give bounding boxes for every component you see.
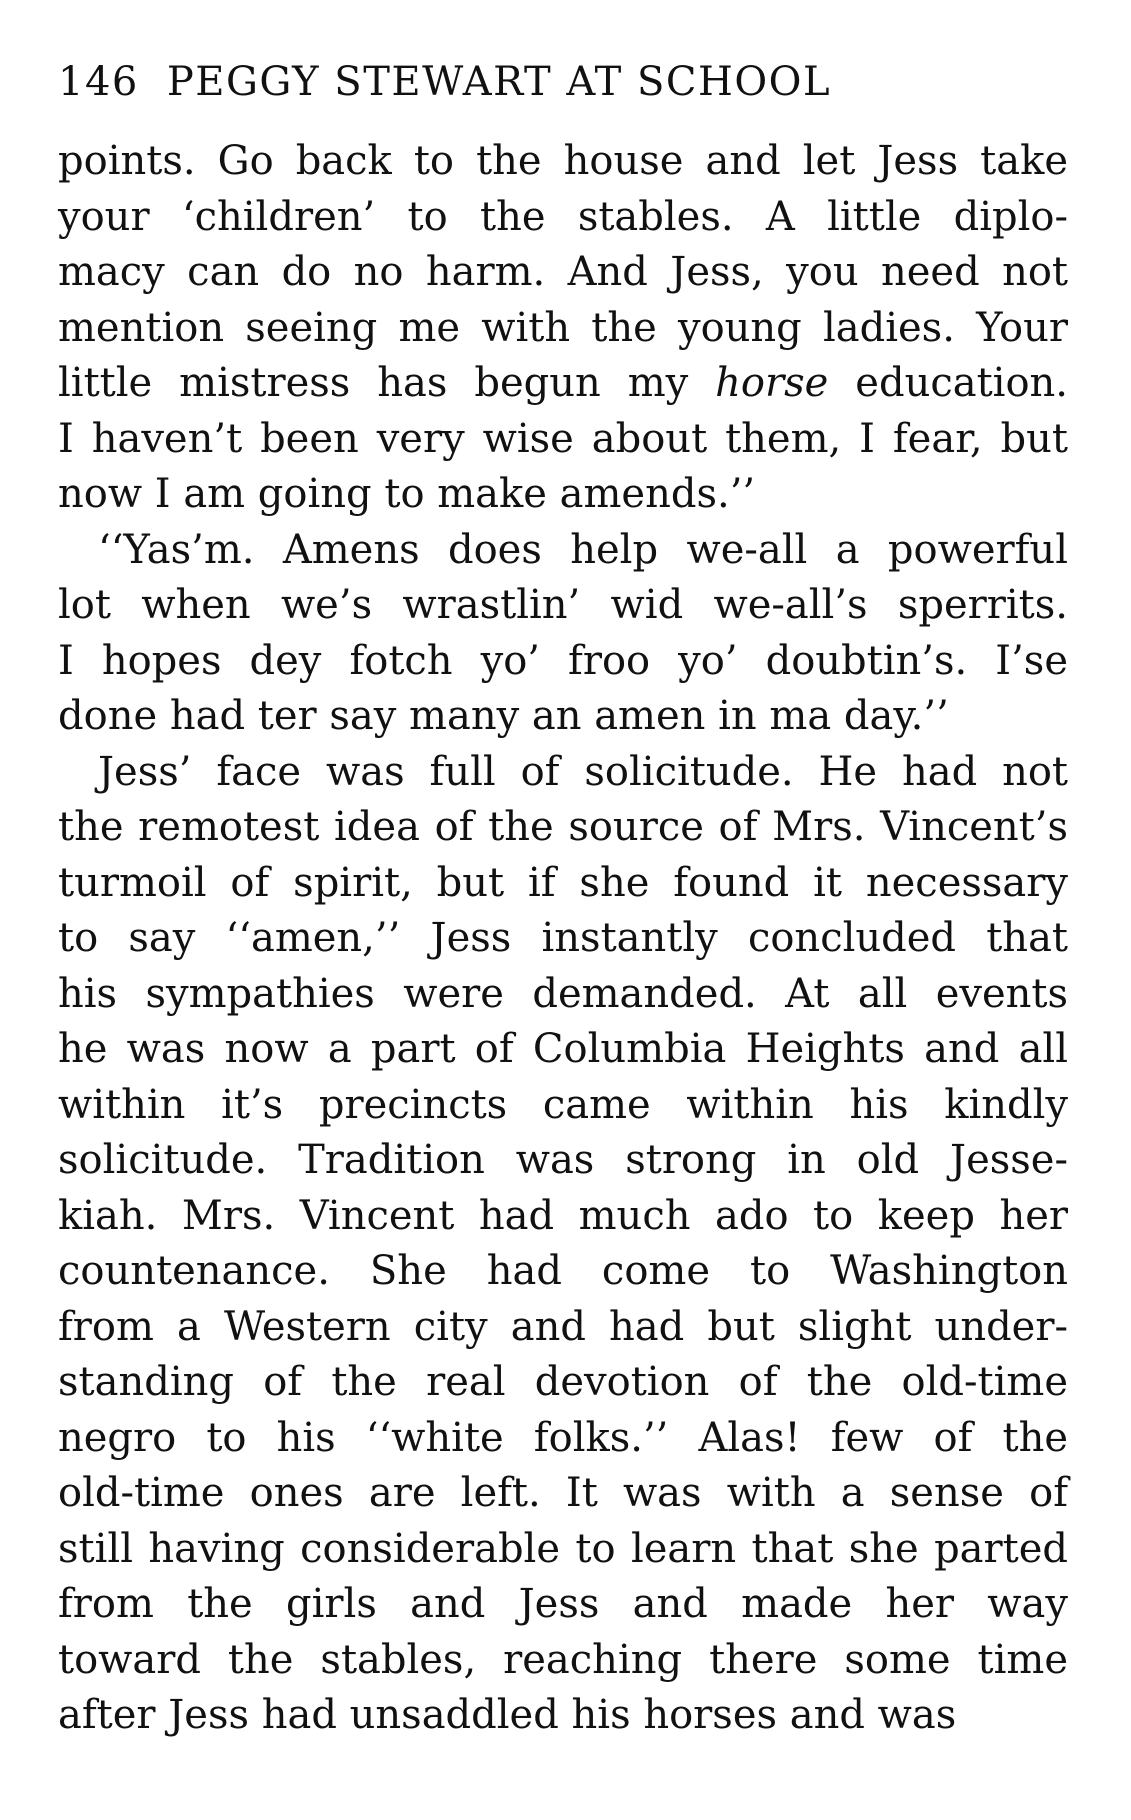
text-line: now I am going to make amends.’’	[58, 471, 756, 517]
book-title: PEGGY STEWART AT SCHOOL	[166, 59, 832, 105]
text-line: countenance. She had come to Washington	[58, 1248, 1068, 1294]
text-line: points. Go back to the house and let Jess take	[58, 138, 1068, 184]
text-line: within it’s precincts came within his kindly	[58, 1081, 1068, 1128]
text-line: I hopes dey fotch yo’ froo yo’ doubtin’s. I’se	[58, 637, 1068, 684]
text-line: turmoil of spirit, but if she found it necessary	[58, 859, 1068, 906]
text-line: lot when we’s wrastlin’ wid we-all’s sperrits.	[58, 582, 1068, 628]
body-text	[58, 134, 1068, 1744]
text-line: ‘‘Yas’m. Amens does help we-all a powerful	[98, 526, 1068, 573]
text-line: macy can do no harm. And Jess, you need not	[58, 249, 1068, 295]
running-header	[58, 52, 1068, 112]
text-line: standing of the real devotion of the old-time	[58, 1359, 1068, 1405]
text-line: he was now a part of Columbia Heights and all	[58, 1026, 1068, 1072]
text-line: done had ter say many an amen in ma day.’’	[58, 693, 949, 739]
text-line: the remotest idea of the source of Mrs. Vincent’s	[58, 804, 1068, 850]
text-line: from a Western city and had but slight under-	[58, 1303, 1068, 1350]
text-segment: little mistress has begun my	[58, 360, 716, 406]
text-line: Jess’ face was full of solicitude. He had not	[98, 748, 1068, 795]
text-line: his sympathies were demanded. At all events	[58, 970, 1068, 1017]
italic-word: horse	[715, 360, 829, 406]
page-number: 146	[58, 59, 139, 105]
text-line: from the girls and Jess and made her way	[58, 1581, 1068, 1627]
text-line: your ‘children’ to the stables. A little diplo-	[58, 193, 1068, 240]
text-line: solicitude. Tradition was strong in old Jesse-	[58, 1137, 1068, 1183]
text-line: old-time ones are left. It was with a sense of	[58, 1470, 1068, 1516]
text-line: toward the stables, reaching there some time	[58, 1636, 1068, 1683]
text-line: to say ‘‘amen,’’ Jess instantly concluded that	[58, 915, 1068, 961]
text-segment: education.	[828, 360, 1069, 406]
text-line: after Jess had unsaddled his horses and was	[58, 1692, 957, 1738]
text-line	[58, 356, 1068, 412]
text-line: negro to his ‘‘white folks.’’ Alas! few of the	[58, 1414, 1068, 1461]
text-line: still having considerable to learn that she parted	[58, 1525, 1068, 1572]
text-line: mention seeing me with the young ladies. Your	[58, 304, 1068, 351]
text-line: kiah. Mrs. Vincent had much ado to keep her	[58, 1192, 1068, 1239]
book-page	[58, 52, 1068, 1744]
text-line: I haven’t been very wise about them, I fear, but	[58, 415, 1068, 462]
